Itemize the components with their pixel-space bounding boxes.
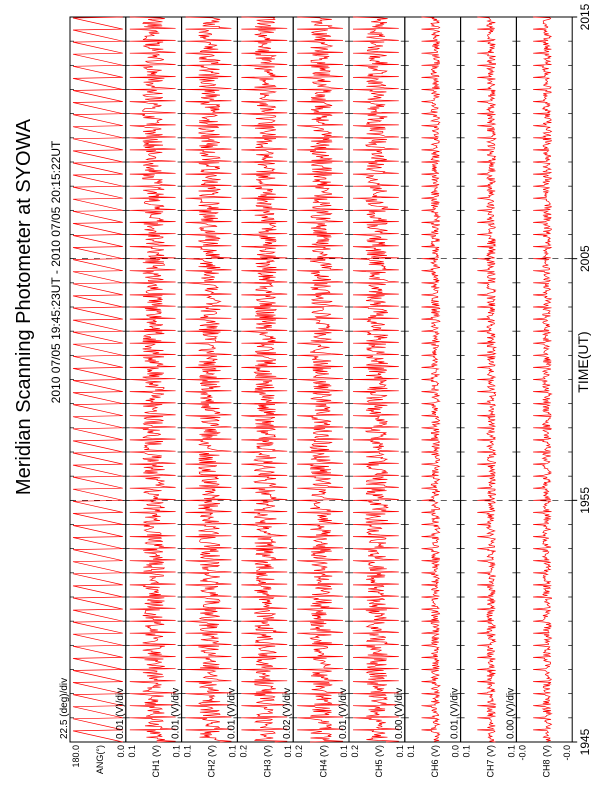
y-tick-high: 0.2	[350, 745, 360, 758]
x-tick-label: 2005	[578, 245, 593, 273]
panel-8	[450, 17, 517, 778]
panel-6	[338, 17, 405, 778]
y-tick-high: 0.1	[461, 745, 472, 758]
y-tick-high: 0.1	[182, 745, 193, 758]
signal-trace	[186, 17, 232, 742]
panel-scale-label: 0.00 (V)/div	[393, 687, 405, 739]
y-tick-high: 0.1	[126, 745, 137, 758]
signal-trace	[353, 17, 399, 742]
panel-1	[59, 17, 126, 774]
y-tick-low: 0.1	[283, 745, 294, 758]
panel-channel-label: CH5 (V)	[374, 745, 385, 778]
panel-7	[394, 17, 461, 778]
panel-scale-label: 0.00 (V)/div	[505, 687, 517, 739]
x-tick-label: 1955	[578, 486, 593, 514]
panel-scale-label: 0.01 (V)/div	[449, 687, 461, 739]
panel-channel-label: CH8 (V)	[541, 745, 552, 778]
panel-channel-label: CH3 (V)	[262, 745, 273, 778]
y-tick-high: 0.2	[294, 745, 305, 758]
panel-frame	[461, 17, 517, 742]
x-tick-label: 1945	[578, 728, 593, 756]
y-tick-low: 0.1	[339, 745, 349, 758]
panel-channel-label: CH7 (V)	[485, 745, 496, 778]
y-tick-low: 0.0	[450, 745, 461, 758]
signal-trace	[533, 17, 551, 742]
panel-9	[505, 17, 572, 778]
panel-frame	[405, 17, 461, 742]
signal-trace	[297, 17, 343, 742]
y-tick-low: 0.1	[171, 745, 182, 758]
signal-trace	[73, 17, 123, 742]
signal-trace	[422, 17, 440, 742]
x-axis-title: TIME(UT)	[575, 331, 591, 393]
panel-scale-label: 0.02 (V)/div	[282, 687, 294, 739]
y-tick-high: -0.0	[517, 745, 528, 761]
panel-channel-label: CH1 (V)	[150, 745, 161, 778]
signal-trace	[130, 17, 176, 742]
y-tick-low: -0.0	[562, 745, 573, 761]
panel-scale-label: 0.01 (V)/div	[114, 687, 126, 739]
panel-5	[282, 17, 349, 778]
y-tick-high: 180.0	[71, 745, 81, 768]
panel-4	[226, 17, 293, 778]
panel-channel-label: ANG(°)	[95, 745, 106, 775]
x-tick-label: 2015	[578, 3, 593, 31]
y-tick-high: 0.1	[405, 745, 416, 758]
panel-3	[171, 17, 238, 778]
panel-channel-label: CH4 (V)	[318, 745, 329, 778]
y-tick-low: 0.1	[227, 745, 238, 758]
panel-scale-label: 0.01 (V)/div	[338, 687, 349, 739]
signal-trace	[241, 17, 287, 742]
y-tick-low: 0.1	[394, 745, 405, 758]
panel-scale-label: 0.01 (V)/div	[226, 687, 238, 739]
y-tick-low: 0.1	[506, 745, 517, 758]
time-range-label: 2010 07/05 19:45:23UT - 2010 07/05 20:15:22UT	[49, 140, 63, 404]
panel-2	[115, 17, 182, 778]
panel-channel-label: CH6 (V)	[429, 745, 440, 778]
panel-frame	[516, 17, 572, 742]
panel-scale-label: 0.01 (V)/div	[170, 687, 182, 739]
panel-scale-label: 22.5 (deg)/div	[59, 677, 70, 739]
y-tick-low: 0.0	[115, 745, 126, 758]
signal-trace	[477, 17, 495, 742]
chart-title: Meridian Scanning Photometer at SYOWA	[13, 118, 35, 496]
panel-channel-label: CH2 (V)	[206, 745, 217, 778]
y-tick-high: 0.2	[238, 745, 249, 758]
